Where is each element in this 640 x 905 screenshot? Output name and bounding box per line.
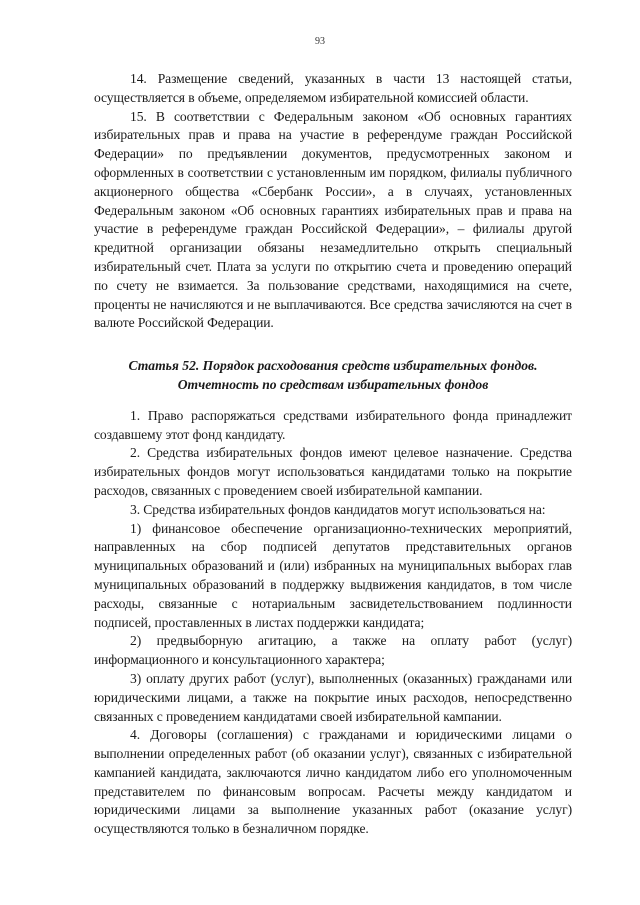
article-paragraph-2: 2. Средства избирательных фондов имеют целевое назначение. Средства избирательных фондов могут использоваться кандидатами только на покрытие расходов, связанных с проведением своей избирательной кампании. bbox=[94, 445, 572, 498]
article-title-line-1: Статья 52. Порядок расходования средств избирательных фондов. bbox=[128, 358, 538, 374]
article-item-3: 3) оплату других работ (услуг), выполненных (оказанных) гражданами или юридическими лицами, а также на покрытие иных расходов, непосредственно связанных с проведением кандидатами своей избирательной кампании. bbox=[94, 670, 572, 724]
paragraph-15: 15. В соответствии с Федеральным законом «Об основных гарантиях избирательных прав и права на участие в референдуме граждан Российской Федерации» по предъявлении документов, предусмотренных законом и оформленных в соответствии с установленным им порядком, филиалы публичного акционерного общества «Сбербанк России», а в случаях, установленных Федеральным законом «Об основных гарантиях избирательных прав и права на участие в референдуме граждан Российской Федерации», – филиалы другой кредитной организации обязаны незамедлительно открыть специальный избирательный счет. Плата за услуги по открытию счета и проведению операций по счету не взимается. За пользование средствами, находящимися на счете, проценты не начисляются и не выплачиваются. Все средства зачисляются на счет в валюте Российской Федерации. bbox=[94, 108, 572, 331]
document-body bbox=[94, 70, 572, 839]
article-paragraph-1: 1. Право распоряжаться средствами избирательного фонда принадлежит создавшему этот фонд кандидату. bbox=[94, 407, 572, 442]
article-item-1: 1) финансовое обеспечение организационно-технических мероприятий, направленных на сбор подписей депутатов представительных органов муниципальных образований и (или) избранных на муниципальных выборах глав муниципальных образований в поддержку выдвижения кандидатов, в том числе расходы, связанные с нотариальным засвидетельствованием подлинности подписей, проставленных в листах поддержки кандидата; bbox=[94, 520, 572, 630]
article-paragraph-4: 4. Договоры (соглашения) с гражданами и юридическими лицами о выполнении определенных работ (об оказании услуг), связанных с избирательной кампанией кандидата, заключаются лично кандидатом либо его уполномоченным представителем по финансовым вопросам. Расчеты между кандидатом и юридическими лицами за выполнение указанных работ (оказание услуг) осуществляются только в безналичном порядке. bbox=[94, 727, 572, 837]
page-number: 93 bbox=[315, 36, 325, 47]
article-title-line-2: Отчетность по средствам избирательных фондов bbox=[177, 376, 489, 392]
article-item-2: 2) предвыборную агитацию, а также на оплату работ (услуг) информационного и консультационного характера; bbox=[94, 633, 572, 668]
article-paragraph-3: 3. Средства избирательных фондов кандидатов могут использоваться на: bbox=[130, 501, 546, 517]
article-52-heading bbox=[94, 357, 572, 395]
paragraph-14: 14. Размещение сведений, указанных в части 13 настоящей статьи, осуществляется в объеме, определяемом избирательной комиссией области. bbox=[94, 71, 572, 105]
